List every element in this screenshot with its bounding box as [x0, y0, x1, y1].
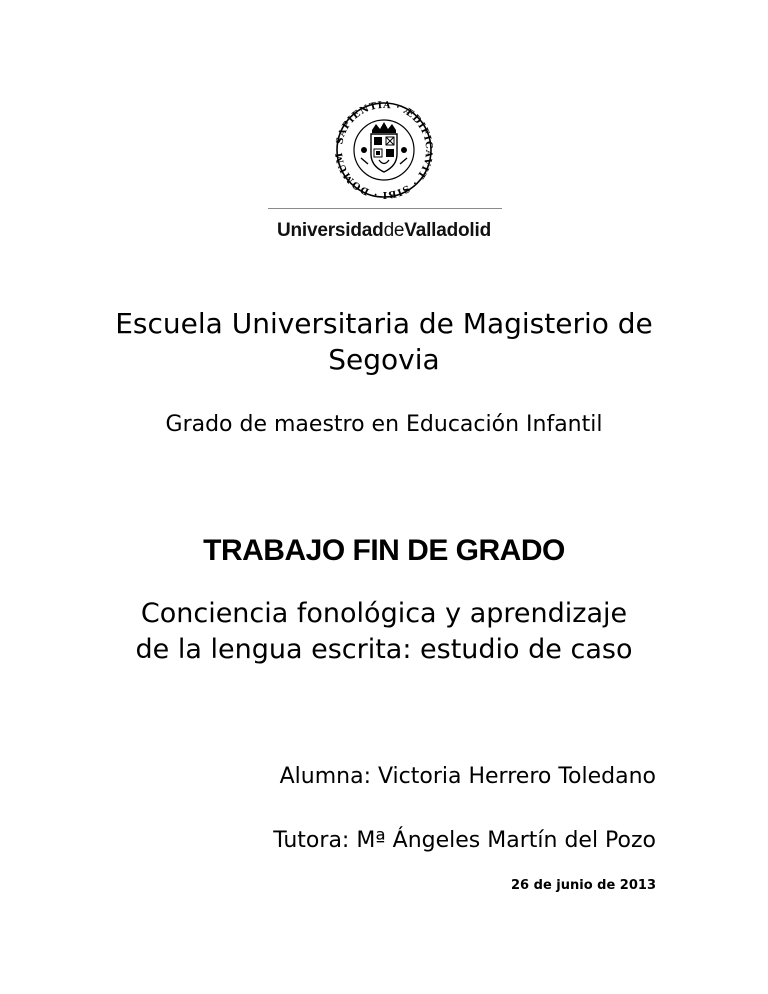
submission-date: 26 de junio de 2013	[511, 878, 656, 893]
school-name-line-2: Segovia	[328, 343, 440, 376]
university-brand-name	[0, 220, 768, 242]
work-type-heading: TRABAJO FIN DE GRADO	[203, 534, 565, 567]
thesis-title-line-1: Conciencia fonológica y aprendizaje	[140, 598, 628, 629]
seal-motto-text: SAPIENTIA · ÆDIFICAVIT · SIBI · DOMUM	[333, 100, 435, 200]
degree-name: Grado de maestro en Educación Infantil	[165, 412, 603, 437]
university-seal-logo	[324, 100, 444, 200]
brand-part-valladolid: Valladolid	[404, 220, 491, 241]
header-divider	[268, 208, 502, 209]
brand-part-de: de	[383, 220, 405, 241]
student-name: Alumna: Victoria Herrero Toledano	[279, 764, 656, 789]
thesis-title-line-2: de la lengua escrita: estudio de caso	[135, 634, 633, 665]
thesis-title	[84, 596, 684, 668]
tutor-name: Tutora: Mª Ángeles Martín del Pozo	[273, 828, 656, 853]
school-name	[84, 306, 684, 378]
school-name-line-1: Escuela Universitaria de Magisterio de	[115, 307, 653, 340]
brand-part-universidad: Universidad	[277, 220, 384, 241]
